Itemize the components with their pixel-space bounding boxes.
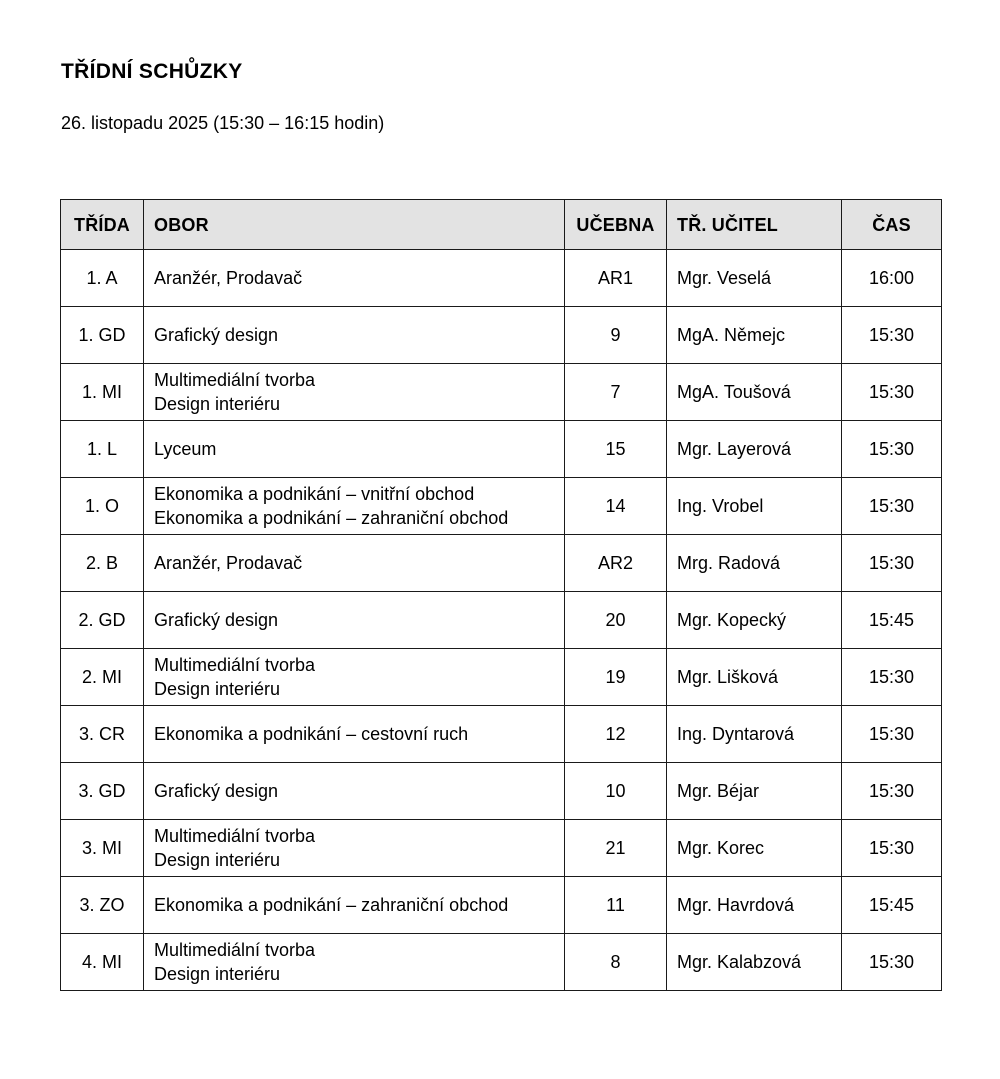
obor-line-1: Grafický design bbox=[154, 325, 279, 345]
cell-cas: 15:30 bbox=[842, 820, 942, 877]
cell-trida: 3. ZO bbox=[61, 877, 144, 934]
cell-trida: 3. CR bbox=[61, 706, 144, 763]
cell-ucitel: MgA. Toušová bbox=[667, 364, 842, 421]
obor-line-1: Multimediální tvorba bbox=[154, 370, 316, 390]
cell-cas: 15:30 bbox=[842, 934, 942, 991]
cell-ucebna: 11 bbox=[565, 877, 667, 934]
column-header-trida: TŘÍDA bbox=[61, 200, 144, 250]
cell-ucitel: Mgr. Korec bbox=[667, 820, 842, 877]
table-row bbox=[61, 706, 942, 763]
column-header-ucebna: UČEBNA bbox=[565, 200, 667, 250]
cell-ucebna: 10 bbox=[565, 763, 667, 820]
cell-trida: 4. MI bbox=[61, 934, 144, 991]
obor-line-2: Design interiéru bbox=[154, 850, 281, 870]
obor-line-1: Multimediální tvorba bbox=[154, 655, 316, 675]
cell-trida: 1. O bbox=[61, 478, 144, 535]
table-row bbox=[61, 307, 942, 364]
obor-line-1: Multimediální tvorba bbox=[154, 826, 316, 846]
cell-obor bbox=[144, 250, 565, 307]
table-row bbox=[61, 478, 942, 535]
obor-line-2: Design interiéru bbox=[154, 679, 281, 699]
cell-ucitel: MgA. Němejc bbox=[667, 307, 842, 364]
obor-line-1: Aranžér, Prodavač bbox=[154, 268, 303, 288]
cell-obor bbox=[144, 478, 565, 535]
table-row bbox=[61, 877, 942, 934]
obor-line-1: Grafický design bbox=[154, 781, 279, 801]
cell-trida: 2. GD bbox=[61, 592, 144, 649]
obor-line-2: Design interiéru bbox=[154, 394, 281, 414]
page-subtitle: 26. listopadu 2025 (15:30 – 16:15 hodin) bbox=[61, 113, 385, 133]
cell-cas: 15:30 bbox=[842, 535, 942, 592]
cell-trida: 2. MI bbox=[61, 649, 144, 706]
cell-obor bbox=[144, 763, 565, 820]
column-header-ucitel: TŘ. UČITEL bbox=[667, 200, 842, 250]
cell-ucitel: Mgr. Havrdová bbox=[667, 877, 842, 934]
cell-trida: 2. B bbox=[61, 535, 144, 592]
obor-line-2: Ekonomika a podnikání – zahraniční obchod bbox=[154, 508, 509, 528]
cell-obor bbox=[144, 820, 565, 877]
obor-line-1: Lyceum bbox=[154, 439, 217, 459]
column-header-cas: ČAS bbox=[842, 200, 942, 250]
cell-ucebna: 15 bbox=[565, 421, 667, 478]
table-row bbox=[61, 934, 942, 991]
meetings-table bbox=[60, 199, 942, 991]
obor-line-1: Multimediální tvorba bbox=[154, 940, 316, 960]
obor-line-1: Aranžér, Prodavač bbox=[154, 553, 303, 573]
obor-line-1: Ekonomika a podnikání – vnitřní obchod bbox=[154, 484, 475, 504]
table-row bbox=[61, 535, 942, 592]
table-row bbox=[61, 421, 942, 478]
cell-trida: 1. A bbox=[61, 250, 144, 307]
obor-line-2: Design interiéru bbox=[154, 964, 281, 984]
cell-obor bbox=[144, 592, 565, 649]
cell-obor bbox=[144, 934, 565, 991]
obor-line-1: Ekonomika a podnikání – cestovní ruch bbox=[154, 724, 469, 744]
cell-ucitel: Ing. Dyntarová bbox=[667, 706, 842, 763]
table-row bbox=[61, 820, 942, 877]
cell-cas: 15:30 bbox=[842, 649, 942, 706]
cell-cas: 15:45 bbox=[842, 877, 942, 934]
obor-line-1: Grafický design bbox=[154, 610, 279, 630]
cell-obor bbox=[144, 706, 565, 763]
cell-ucitel: Mgr. Béjar bbox=[667, 763, 842, 820]
cell-obor bbox=[144, 421, 565, 478]
table-row bbox=[61, 364, 942, 421]
cell-ucebna: AR2 bbox=[565, 535, 667, 592]
cell-trida: 1. MI bbox=[61, 364, 144, 421]
cell-obor bbox=[144, 535, 565, 592]
cell-cas: 16:00 bbox=[842, 250, 942, 307]
column-header-obor: OBOR bbox=[144, 200, 565, 250]
cell-trida: 3. GD bbox=[61, 763, 144, 820]
cell-obor bbox=[144, 364, 565, 421]
cell-obor bbox=[144, 307, 565, 364]
cell-trida: 3. MI bbox=[61, 820, 144, 877]
cell-ucebna: 19 bbox=[565, 649, 667, 706]
cell-ucebna: 20 bbox=[565, 592, 667, 649]
cell-obor bbox=[144, 877, 565, 934]
cell-ucebna: AR1 bbox=[565, 250, 667, 307]
cell-ucitel: Ing. Vrobel bbox=[667, 478, 842, 535]
page-title: TŘÍDNÍ SCHŮZKY bbox=[61, 60, 243, 83]
cell-cas: 15:30 bbox=[842, 478, 942, 535]
cell-ucebna: 9 bbox=[565, 307, 667, 364]
cell-ucitel: Mrg. Radová bbox=[667, 535, 842, 592]
table-row bbox=[61, 250, 942, 307]
cell-cas: 15:30 bbox=[842, 706, 942, 763]
cell-ucebna: 7 bbox=[565, 364, 667, 421]
table-header bbox=[61, 200, 942, 250]
cell-cas: 15:30 bbox=[842, 307, 942, 364]
cell-cas: 15:30 bbox=[842, 763, 942, 820]
cell-ucitel: Mgr. Kalabzová bbox=[667, 934, 842, 991]
table-row bbox=[61, 592, 942, 649]
cell-trida: 1. L bbox=[61, 421, 144, 478]
cell-cas: 15:30 bbox=[842, 421, 942, 478]
cell-ucitel: Mgr. Lišková bbox=[667, 649, 842, 706]
cell-obor bbox=[144, 649, 565, 706]
cell-ucitel: Mgr. Layerová bbox=[667, 421, 842, 478]
cell-cas: 15:30 bbox=[842, 364, 942, 421]
cell-trida: 1. GD bbox=[61, 307, 144, 364]
obor-line-1: Ekonomika a podnikání – zahraniční obchod bbox=[154, 895, 509, 915]
cell-ucebna: 12 bbox=[565, 706, 667, 763]
table-body bbox=[61, 250, 942, 991]
table-row bbox=[61, 763, 942, 820]
cell-cas: 15:45 bbox=[842, 592, 942, 649]
header-row bbox=[61, 200, 942, 250]
cell-ucebna: 14 bbox=[565, 478, 667, 535]
cell-ucebna: 21 bbox=[565, 820, 667, 877]
cell-ucebna: 8 bbox=[565, 934, 667, 991]
cell-ucitel: Mgr. Kopecký bbox=[667, 592, 842, 649]
cell-ucitel: Mgr. Veselá bbox=[667, 250, 842, 307]
table-row bbox=[61, 649, 942, 706]
